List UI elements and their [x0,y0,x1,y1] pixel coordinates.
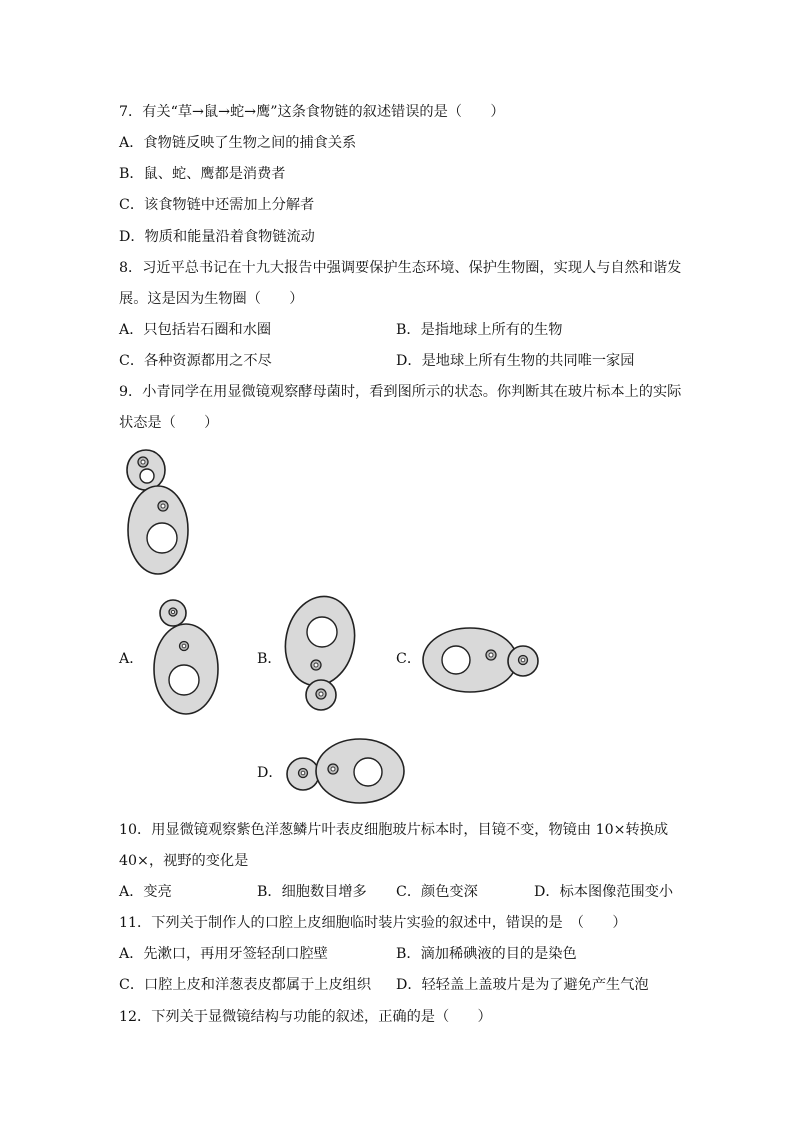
q12-stem: 12．下列关于显微镜结构与功能的叙述，正确的是（ ） [119,1009,492,1025]
q7-option-b: B．鼠、蛇、鹰都是消费者 [119,166,286,182]
q10-stem-line2: 40×，视野的变化是 [119,853,249,869]
q9-label-a: A． [119,651,144,667]
q8-stem-line2: 展。这是因为生物圈（ ） [119,291,304,307]
q8-option-d: D．是地球上所有生物的共同唯一家园 [396,353,635,369]
yeast-option-b [280,594,360,716]
q11-option-b: B．滴加稀碘液的目的是染色 [396,946,577,962]
q7-stem: 7．有关“草→鼠→蛇→鹰”这条食物链的叙述错误的是（ ） [119,104,505,120]
q8-option-b: B．是指地球上所有的生物 [396,322,563,338]
q9-label-c: C． [396,651,422,667]
q11-option-a: A．先漱口，再用牙签轻刮口腔壁 [119,946,328,962]
q7-option-a: A．食物链反映了生物之间的捕食关系 [119,135,357,151]
q10-option-c: C．颜色变深 [396,884,478,900]
yeast-reference-figure [118,446,198,581]
q9-stem-line2: 状态是（ ） [119,415,219,431]
q8-option-a: A．只包括岩石圈和水圈 [119,322,272,338]
q8-stem-line1: 8．习近平总书记在十九大报告中强调要保护生态环境、保护生物圈，实现人与自然和谐发 [119,260,682,276]
yeast-option-d [282,736,407,808]
q8-option-c: C．各种资源都用之不尽 [119,353,272,369]
q7-option-d: D．物质和能量沿着食物链流动 [119,229,315,245]
q11-option-d: D．轻轻盖上盖玻片是为了避免产生气泡 [396,977,649,993]
q10-option-b: B．细胞数目增多 [257,884,367,900]
q10-option-a: A．变亮 [119,884,172,900]
q7-option-c: C．该食物链中还需加上分解者 [119,197,315,213]
q10-option-d: D．标本图像范围变小 [534,884,674,900]
q11-stem: 11．下列关于制作人的口腔上皮细胞临时装片实验的叙述中，错误的是 （ ） [119,915,627,931]
yeast-option-a [148,596,228,718]
q11-option-c: C．口腔上皮和洋葱表皮都属于上皮组织 [119,977,372,993]
q9-stem-line1: 9．小青同学在用显微镜观察酵母菌时，看到图所示的状态。你判断其在玻片标本上的实际 [119,384,682,400]
q9-label-b: B． [257,651,282,667]
q10-stem-line1: 10．用显微镜观察紫色洋葱鳞片叶表皮细胞玻片标本时，目镜不变，物镜由 10×转换成 [119,822,669,838]
q9-label-d: D． [257,765,283,781]
yeast-option-c [420,624,545,694]
